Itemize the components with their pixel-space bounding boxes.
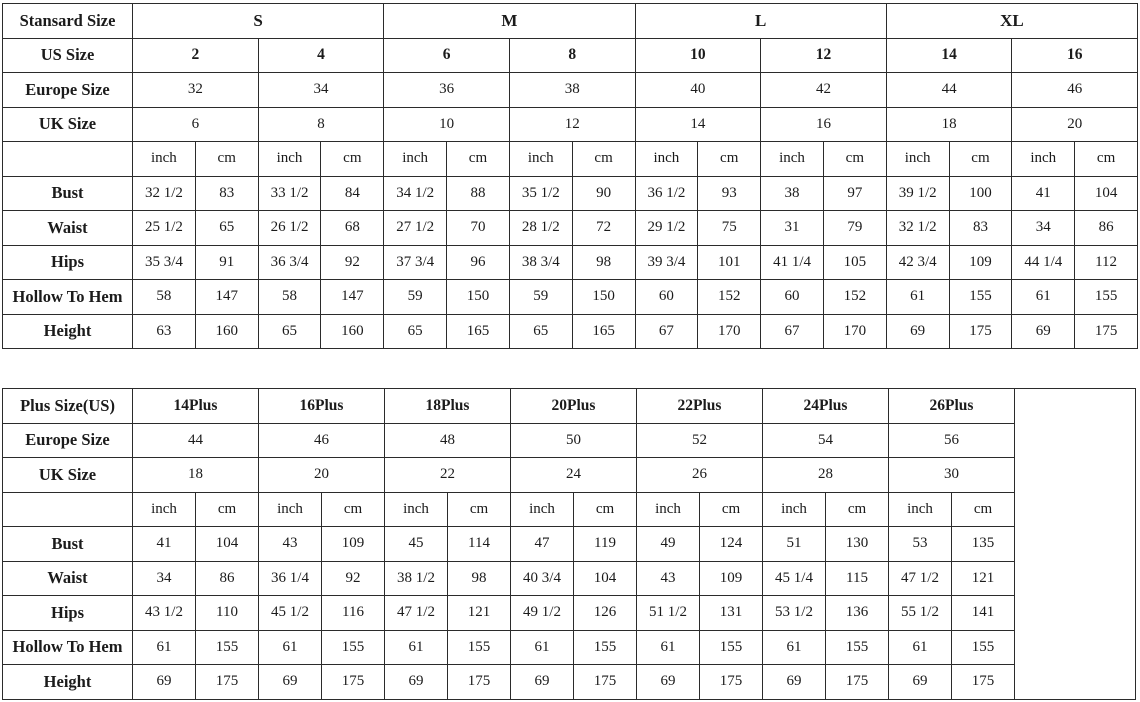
table-cell: 12 <box>761 38 887 73</box>
table-cell: 46 <box>259 423 385 458</box>
table-cell: 83 <box>195 176 258 211</box>
table-cell: 155 <box>322 630 385 665</box>
table-cell: 34 <box>258 73 384 108</box>
table-cell: 35 1/2 <box>509 176 572 211</box>
table-cell: 109 <box>700 561 763 596</box>
table-cell: 70 <box>447 211 510 246</box>
table-cell: 14 <box>886 38 1012 73</box>
table-row <box>3 527 1136 562</box>
table-cell: 41 1/4 <box>761 245 824 280</box>
table-cell: 84 <box>321 176 384 211</box>
table-cell: cm <box>952 492 1015 527</box>
table-cell: 52 <box>637 423 763 458</box>
table-cell: 59 <box>384 280 447 315</box>
table-cell: 51 1/2 <box>637 596 700 631</box>
table-row <box>3 4 1138 39</box>
table-cell: 155 <box>826 630 889 665</box>
table-cell: 175 <box>952 665 1015 700</box>
table-cell: 92 <box>321 245 384 280</box>
table-cell: 69 <box>1012 314 1075 349</box>
table-cell: 110 <box>196 596 259 631</box>
table-cell: 47 1/2 <box>385 596 448 631</box>
table-row <box>3 389 1136 424</box>
table-cell: 155 <box>1075 280 1138 315</box>
table-cell: 20 <box>1012 107 1138 142</box>
table-cell: 67 <box>635 314 698 349</box>
table-cell: inch <box>259 492 322 527</box>
table-cell: 18 <box>133 458 259 493</box>
table-cell: 152 <box>698 280 761 315</box>
table-cell: cm <box>826 492 889 527</box>
table-cell: 150 <box>447 280 510 315</box>
table-cell: 97 <box>823 176 886 211</box>
row-label: US Size <box>3 38 133 73</box>
table-cell: 28 <box>763 458 889 493</box>
table-cell: 22Plus <box>637 389 763 424</box>
table-cell: 53 1/2 <box>763 596 826 631</box>
table-cell: 59 <box>509 280 572 315</box>
table-cell: 40 3/4 <box>511 561 574 596</box>
table-cell: 2 <box>133 38 259 73</box>
table-cell: 14 <box>635 107 761 142</box>
table-cell: 36 1/2 <box>635 176 698 211</box>
table-cell: cm <box>700 492 763 527</box>
table-cell: M <box>384 4 635 39</box>
table-cell: 63 <box>133 314 196 349</box>
table-cell: 58 <box>258 280 321 315</box>
table-cell: 69 <box>385 665 448 700</box>
table-cell: 44 <box>133 423 259 458</box>
table-cell: 116 <box>322 596 385 631</box>
table-cell: 61 <box>637 630 700 665</box>
table-cell: 35 3/4 <box>133 245 196 280</box>
table-cell: cm <box>195 142 258 177</box>
table-cell: 69 <box>637 665 700 700</box>
row-label: Stansard Size <box>3 4 133 39</box>
table-cell: 22 <box>385 458 511 493</box>
table-cell: 165 <box>447 314 510 349</box>
table-cell: 88 <box>447 176 510 211</box>
table-cell: 31 <box>761 211 824 246</box>
table-cell: 61 <box>511 630 574 665</box>
table-cell: 155 <box>196 630 259 665</box>
table-cell: 119 <box>574 527 637 562</box>
table-row <box>3 142 1138 177</box>
table-cell: 141 <box>952 596 1015 631</box>
table-cell: 24 <box>511 458 637 493</box>
table-cell: 175 <box>574 665 637 700</box>
table-cell: 26Plus <box>889 389 1015 424</box>
table-cell: 32 <box>133 73 259 108</box>
table-cell: 121 <box>952 561 1015 596</box>
table-cell: 69 <box>511 665 574 700</box>
table-row <box>3 596 1136 631</box>
table-cell: 14Plus <box>133 389 259 424</box>
table-cell: 155 <box>949 280 1012 315</box>
table-cell: 175 <box>826 665 889 700</box>
table-cell: cm <box>448 492 511 527</box>
table-cell: 170 <box>698 314 761 349</box>
table-cell: 37 3/4 <box>384 245 447 280</box>
table-cell: 42 <box>761 73 887 108</box>
table-cell: 10 <box>384 107 510 142</box>
table-row <box>3 211 1138 246</box>
row-label: Hips <box>3 596 133 631</box>
standard-size-table <box>2 3 1138 349</box>
table-cell: 69 <box>763 665 826 700</box>
table-row <box>3 245 1138 280</box>
table-row <box>3 458 1136 493</box>
table-cell: 38 <box>761 176 824 211</box>
table-cell: 48 <box>385 423 511 458</box>
table-cell: 16Plus <box>259 389 385 424</box>
table-cell: 40 <box>635 73 761 108</box>
table-cell: 8 <box>258 107 384 142</box>
table-cell: 155 <box>574 630 637 665</box>
table-cell: cm <box>321 142 384 177</box>
table-cell: 98 <box>572 245 635 280</box>
table-cell: 12 <box>509 107 635 142</box>
table-cell: 38 <box>509 73 635 108</box>
table-cell: 36 <box>384 73 510 108</box>
table-cell: 101 <box>698 245 761 280</box>
table-row <box>3 107 1138 142</box>
table-cell: 175 <box>949 314 1012 349</box>
table-cell: 39 1/2 <box>886 176 949 211</box>
table-cell: 41 <box>133 527 196 562</box>
table-cell: 26 <box>637 458 763 493</box>
plus-size-table <box>2 388 1136 700</box>
table-cell: 69 <box>886 314 949 349</box>
table-cell: 34 1/2 <box>384 176 447 211</box>
table-cell: 136 <box>826 596 889 631</box>
empty-merged-cell <box>1015 389 1136 700</box>
table-row <box>3 280 1138 315</box>
table-row <box>3 176 1138 211</box>
table-cell: cm <box>447 142 510 177</box>
table-cell: 60 <box>761 280 824 315</box>
table-cell: 45 <box>385 527 448 562</box>
table-cell: inch <box>763 492 826 527</box>
table-cell: 65 <box>384 314 447 349</box>
table-cell: 29 1/2 <box>635 211 698 246</box>
table-cell: cm <box>574 492 637 527</box>
table-cell: 42 3/4 <box>886 245 949 280</box>
table-cell: 104 <box>1075 176 1138 211</box>
table-cell: 126 <box>574 596 637 631</box>
table-row <box>3 314 1138 349</box>
table-cell: cm <box>322 492 385 527</box>
row-label: Plus Size(US) <box>3 389 133 424</box>
table-cell: 43 <box>637 561 700 596</box>
row-label: Height <box>3 665 133 700</box>
table-cell: 175 <box>448 665 511 700</box>
table-cell: 147 <box>321 280 384 315</box>
table-row <box>3 423 1136 458</box>
table-cell: S <box>133 4 384 39</box>
table-cell: 43 1/2 <box>133 596 196 631</box>
table-cell: 47 1/2 <box>889 561 952 596</box>
table-cell: 33 1/2 <box>258 176 321 211</box>
table-cell: 175 <box>700 665 763 700</box>
table-cell: 34 <box>133 561 196 596</box>
table-cell: 61 <box>889 630 952 665</box>
table-cell: 27 1/2 <box>384 211 447 246</box>
table-cell: 112 <box>1075 245 1138 280</box>
table-cell: 69 <box>133 665 196 700</box>
table-cell: 47 <box>511 527 574 562</box>
table-cell: inch <box>635 142 698 177</box>
table-cell: 170 <box>823 314 886 349</box>
table-cell: 58 <box>133 280 196 315</box>
table-cell: 53 <box>889 527 952 562</box>
table-cell: 34 <box>1012 211 1075 246</box>
table-cell: 8 <box>509 38 635 73</box>
row-label: Height <box>3 314 133 349</box>
row-label: Hollow To Hem <box>3 280 133 315</box>
table-cell: 114 <box>448 527 511 562</box>
row-label: Bust <box>3 527 133 562</box>
table-cell: 67 <box>761 314 824 349</box>
table-cell: 155 <box>952 630 1015 665</box>
table-cell: 50 <box>511 423 637 458</box>
table-cell: 61 <box>1012 280 1075 315</box>
table-cell: 175 <box>196 665 259 700</box>
table-cell: 90 <box>572 176 635 211</box>
table-cell: 10 <box>635 38 761 73</box>
row-label: Bust <box>3 176 133 211</box>
table-cell: 61 <box>763 630 826 665</box>
table-cell: 24Plus <box>763 389 889 424</box>
table-cell: 49 1/2 <box>511 596 574 631</box>
table-cell: 28 1/2 <box>509 211 572 246</box>
table-cell: inch <box>1012 142 1075 177</box>
table-cell: 16 <box>1012 38 1138 73</box>
table-cell: 54 <box>763 423 889 458</box>
table-cell: inch <box>133 492 196 527</box>
table-row <box>3 665 1136 700</box>
table-cell: 109 <box>949 245 1012 280</box>
table-cell: 61 <box>886 280 949 315</box>
table-cell: inch <box>509 142 572 177</box>
row-label: Europe Size <box>3 73 133 108</box>
table-cell: 115 <box>826 561 889 596</box>
row-label: Waist <box>3 211 133 246</box>
table-cell: 61 <box>133 630 196 665</box>
table-cell: 60 <box>635 280 698 315</box>
table-cell: 55 1/2 <box>889 596 952 631</box>
table-cell: 155 <box>448 630 511 665</box>
table-row <box>3 561 1136 596</box>
table-cell: 36 3/4 <box>258 245 321 280</box>
table-cell: 96 <box>447 245 510 280</box>
table-cell: 79 <box>823 211 886 246</box>
table-cell: 69 <box>259 665 322 700</box>
table-cell: inch <box>886 142 949 177</box>
table-cell: inch <box>258 142 321 177</box>
table-cell: 38 3/4 <box>509 245 572 280</box>
table-cell: 61 <box>385 630 448 665</box>
table-cell: 160 <box>321 314 384 349</box>
row-label: Waist <box>3 561 133 596</box>
table-cell: 152 <box>823 280 886 315</box>
table-cell: 165 <box>572 314 635 349</box>
table-cell: 69 <box>889 665 952 700</box>
table-cell: 46 <box>1012 73 1138 108</box>
table-cell: 39 3/4 <box>635 245 698 280</box>
row-label: Hollow To Hem <box>3 630 133 665</box>
table-cell: 109 <box>322 527 385 562</box>
table-cell: 98 <box>448 561 511 596</box>
table-cell: 45 1/2 <box>259 596 322 631</box>
table-cell: 65 <box>195 211 258 246</box>
table-cell: 61 <box>259 630 322 665</box>
table-cell: 38 1/2 <box>385 561 448 596</box>
table-cell: cm <box>1075 142 1138 177</box>
table-cell: 100 <box>949 176 1012 211</box>
table-cell: 20 <box>259 458 385 493</box>
table-cell: cm <box>949 142 1012 177</box>
table-cell: 6 <box>384 38 510 73</box>
table-cell: 135 <box>952 527 1015 562</box>
table-cell: 56 <box>889 423 1015 458</box>
table-cell: 72 <box>572 211 635 246</box>
table-cell: 44 1/4 <box>1012 245 1075 280</box>
table-cell: 121 <box>448 596 511 631</box>
table-cell: 91 <box>195 245 258 280</box>
table-cell: 4 <box>258 38 384 73</box>
table-cell: 86 <box>196 561 259 596</box>
table-row <box>3 492 1136 527</box>
table-cell: 175 <box>322 665 385 700</box>
table-cell: 105 <box>823 245 886 280</box>
table-cell: 150 <box>572 280 635 315</box>
table-cell: 44 <box>886 73 1012 108</box>
table-cell: 20Plus <box>511 389 637 424</box>
table-cell: 160 <box>195 314 258 349</box>
table-cell: 41 <box>1012 176 1075 211</box>
table-cell: 130 <box>826 527 889 562</box>
table-cell: 51 <box>763 527 826 562</box>
table-cell: inch <box>889 492 952 527</box>
table-cell: cm <box>196 492 259 527</box>
row-label: UK Size <box>3 107 133 142</box>
table-cell: 155 <box>700 630 763 665</box>
corner-cell <box>3 492 133 527</box>
table-cell: inch <box>637 492 700 527</box>
table-cell: 18 <box>886 107 1012 142</box>
table-row <box>3 630 1136 665</box>
table-cell: 26 1/2 <box>258 211 321 246</box>
table-cell: 45 1/4 <box>763 561 826 596</box>
table-cell: 36 1/4 <box>259 561 322 596</box>
table-cell: cm <box>572 142 635 177</box>
table-cell: 131 <box>700 596 763 631</box>
table-cell: 175 <box>1075 314 1138 349</box>
row-label: UK Size <box>3 458 133 493</box>
row-label: Europe Size <box>3 423 133 458</box>
table-cell: XL <box>886 4 1137 39</box>
corner-cell <box>3 142 133 177</box>
table-cell: 93 <box>698 176 761 211</box>
table-cell: inch <box>511 492 574 527</box>
table-row <box>3 38 1138 73</box>
table-cell: 65 <box>509 314 572 349</box>
table-cell: 124 <box>700 527 763 562</box>
table-cell: 32 1/2 <box>886 211 949 246</box>
table-cell: 104 <box>196 527 259 562</box>
table-cell: 65 <box>258 314 321 349</box>
table-cell: L <box>635 4 886 39</box>
table-cell: 104 <box>574 561 637 596</box>
table-cell: 83 <box>949 211 1012 246</box>
table-cell: 92 <box>322 561 385 596</box>
table-cell: inch <box>133 142 196 177</box>
table-cell: 6 <box>133 107 259 142</box>
table-cell: 16 <box>761 107 887 142</box>
table-cell: inch <box>385 492 448 527</box>
table-cell: 75 <box>698 211 761 246</box>
table-cell: cm <box>698 142 761 177</box>
table-cell: 18Plus <box>385 389 511 424</box>
table-cell: inch <box>761 142 824 177</box>
table-cell: cm <box>823 142 886 177</box>
table-cell: 68 <box>321 211 384 246</box>
table-row <box>3 73 1138 108</box>
table-cell: 43 <box>259 527 322 562</box>
table-cell: 86 <box>1075 211 1138 246</box>
table-cell: 49 <box>637 527 700 562</box>
table-cell: 25 1/2 <box>133 211 196 246</box>
row-label: Hips <box>3 245 133 280</box>
table-cell: 32 1/2 <box>133 176 196 211</box>
table-cell: 147 <box>195 280 258 315</box>
table-cell: inch <box>384 142 447 177</box>
table-cell: 30 <box>889 458 1015 493</box>
